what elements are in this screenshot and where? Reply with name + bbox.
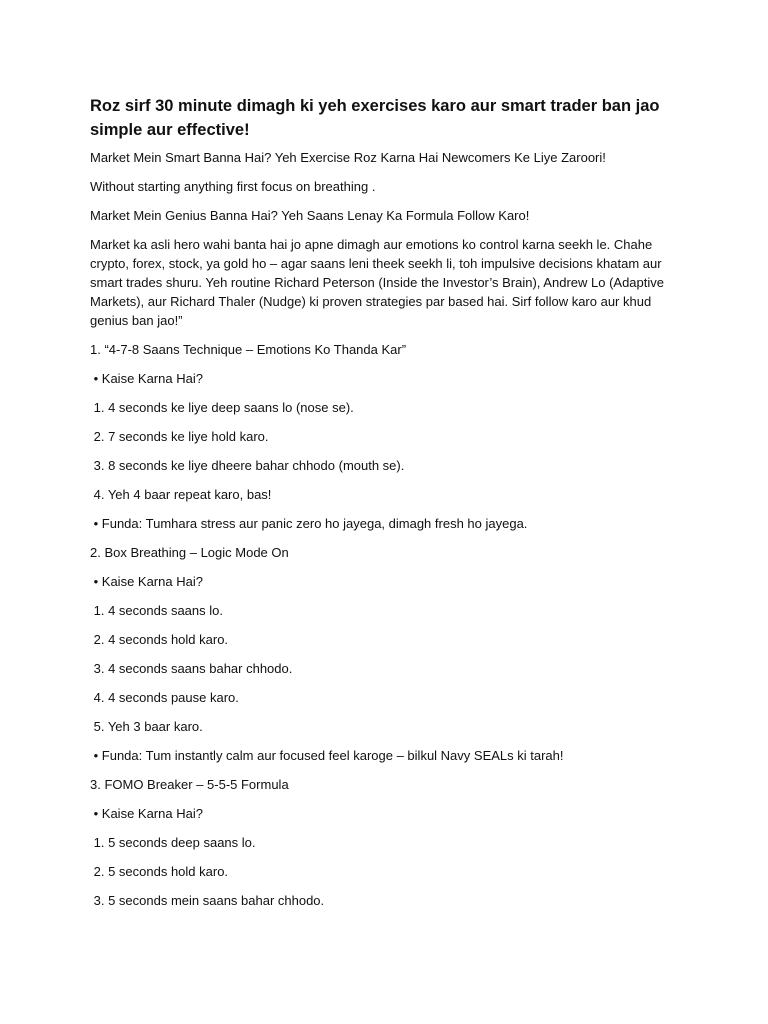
paragraph: Without starting anything first focus on breathing .	[90, 179, 376, 194]
section-heading-2: 2. Box Breathing – Logic Mode On	[90, 545, 289, 560]
section-heading-1: 1. “4-7-8 Saans Technique – Emotions Ko Thanda Kar”	[90, 342, 407, 357]
list-item: 1. 5 seconds deep saans lo.	[90, 835, 256, 850]
list-item: 4. 4 seconds pause karo.	[90, 690, 239, 705]
list-item: 2. 4 seconds hold karo.	[90, 632, 229, 647]
list-item: 2. 7 seconds ke liye hold karo.	[90, 429, 269, 444]
list-item: • Funda: Tum instantly calm aur focused feel karoge – bilkul Navy SEALs ki tarah!	[90, 748, 564, 763]
list-item: 1. 4 seconds ke liye deep saans lo (nose se).	[90, 400, 354, 415]
paragraph-intro: Market ka asli hero wahi banta hai jo apne dimagh aur emotions ko control karna seekh le. Chahe crypto, forex, stock, ya gold ho – agar saans leni theek seekh li, toh impulsive decisions khatam aur smart trades shuru. Yeh routine Richard Peterson (Inside the Investor’s Brain), Andrew Lo (Adaptive Markets), aur Richard Thaler (Nudge) ki proven strategies par based hai. Sirf follow karo aur khud genius ban jao!”	[90, 237, 664, 328]
list-item: • Kaise Karna Hai?	[90, 574, 203, 589]
list-item: 2. 5 seconds hold karo.	[90, 864, 229, 879]
paragraph: Market Mein Smart Banna Hai? Yeh Exercise Roz Karna Hai Newcomers Ke Liye Zaroori!	[90, 150, 606, 165]
list-item: 3. 5 seconds mein saans bahar chhodo.	[90, 893, 325, 908]
paragraph: Market Mein Genius Banna Hai? Yeh Saans Lenay Ka Formula Follow Karo!	[90, 208, 530, 223]
list-item: 1. 4 seconds saans lo.	[90, 603, 223, 618]
list-item: 5. Yeh 3 baar karo.	[90, 719, 203, 734]
list-item: 4. Yeh 4 baar repeat karo, bas!	[90, 487, 272, 502]
list-item: • Kaise Karna Hai?	[90, 806, 203, 821]
list-item: 3. 8 seconds ke liye dheere bahar chhodo (mouth se).	[90, 458, 405, 473]
list-item: • Kaise Karna Hai?	[90, 371, 203, 386]
section-heading-3: 3. FOMO Breaker – 5-5-5 Formula	[90, 777, 289, 792]
document-title: Roz sirf 30 minute dimagh ki yeh exercises karo aur smart trader ban jao simple aur effective!	[90, 97, 660, 139]
list-item: 3. 4 seconds saans bahar chhodo.	[90, 661, 293, 676]
document-page	[90, 94, 680, 920]
list-item: • Funda: Tumhara stress aur panic zero ho jayega, dimagh fresh ho jayega.	[90, 516, 528, 531]
